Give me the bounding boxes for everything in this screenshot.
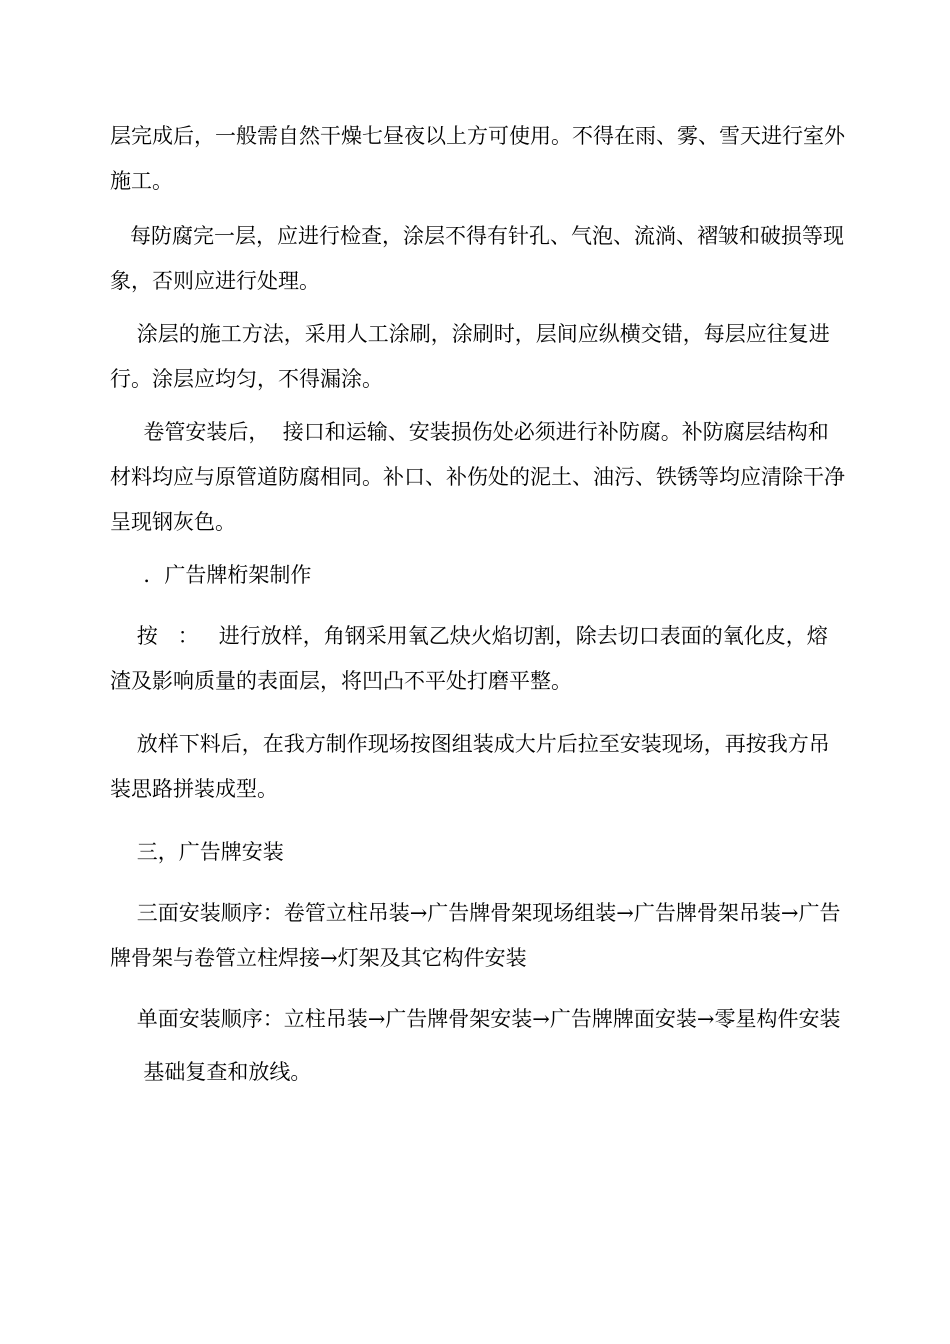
paragraph-foundation-check: 基础复查和放线。 bbox=[110, 1060, 312, 1084]
paragraph-single-sided-sequence: 单面安装顺序：立柱吊装→广告牌骨架安装→广告牌牌面安装→零星构件安装 bbox=[110, 1007, 841, 1031]
paragraph-drying-time: 层完成后，一般需自然干燥七昼夜以上方可使用。不得在雨、雾、雪天进行室外施工。 bbox=[110, 124, 845, 193]
section-heading-truss-fabrication: ．广告牌桁架制作 bbox=[110, 563, 312, 587]
paragraph-layer-inspection: 每防腐完一层，应进行检查，涂层不得有针孔、气泡、流淌、褶皱和破损等现象，否则应进行处理。 bbox=[110, 224, 845, 293]
paragraph-three-sided-sequence: 三面安装顺序：卷管立柱吊装→广告牌骨架现场组装→广告牌骨架吊装→广告牌骨架与卷管立柱焊接→灯架及其它构件安装 bbox=[110, 901, 841, 970]
paragraph-assembly: 放样下料后，在我方制作现场按图组装成大片后拉至安装现场，再按我方吊装思路拼装成型。 bbox=[110, 732, 830, 801]
document-body bbox=[110, 114, 845, 1095]
paragraph-coating-method: 涂层的施工方法，采用人工涂刷，涂刷时，层间应纵横交错，每层应往复进行。涂层应均匀，不得漏涂。 bbox=[110, 322, 830, 391]
section-heading-billboard-installation: 三，广告牌安装 bbox=[110, 840, 284, 864]
paragraph-layout-cutting: 按 ： 进行放样，角钢采用氧乙炔火焰切割，除去切口表面的氧化皮，熔渣及影响质量的表面层，将凹凸不平处打磨平整。 bbox=[110, 624, 828, 693]
paragraph-joint-repair: 卷管安装后， 接口和运输、安装损伤处必须进行补防腐。补防腐层结构和材料均应与原管道防腐相同。补口、补伤处的泥土、油污、铁锈等均应清除干净呈现钢灰色。 bbox=[110, 420, 845, 534]
